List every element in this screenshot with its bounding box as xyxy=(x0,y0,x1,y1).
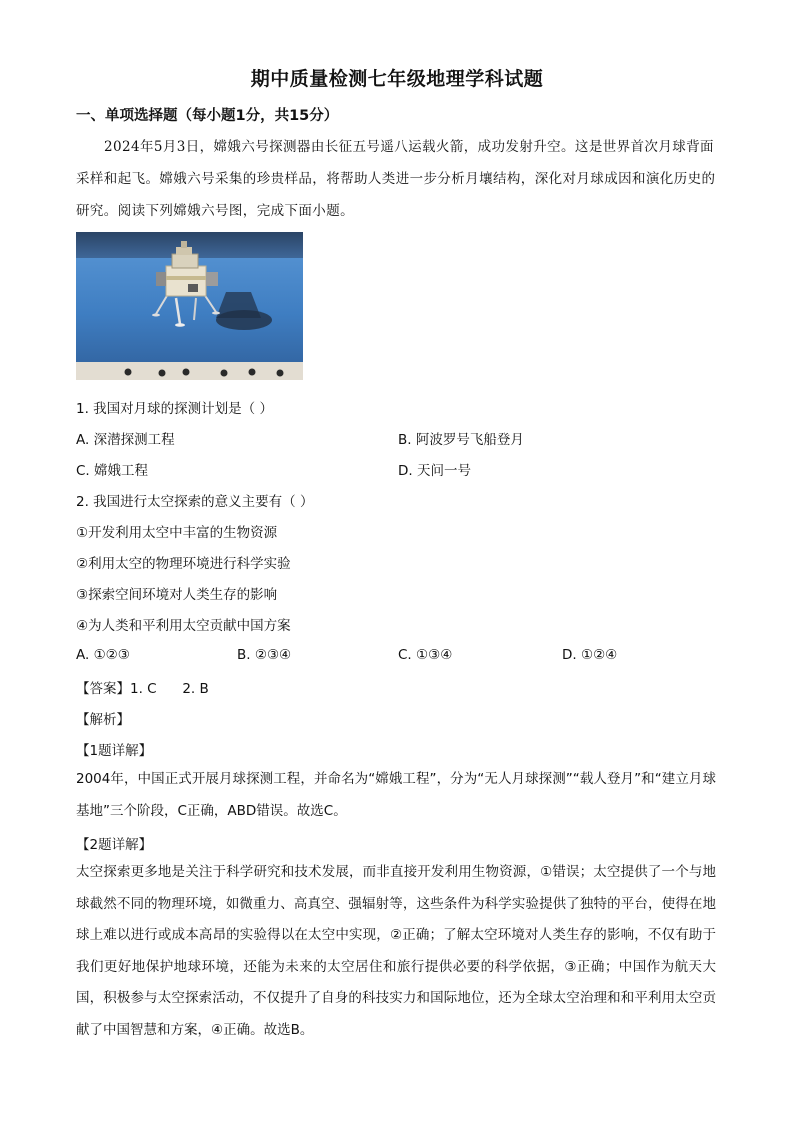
q1-option-b: B. 阿波罗号飞船登月 xyxy=(398,432,524,448)
q2-detail-text: 太空探索更多地是关注于科学研究和技术发展，而非直接开发利用生物资源，①错误；太空提供了一个与地球截然不同的物理环境，如微重力、高真空、强辐射等，这些条件为科学实验提供了独特的平台，使得在地球上难以进行或成本高昂的实验得以在太空中实现，②正确；了解太空环境对人类生存的影响，不仅有助于我们更好地保护地球环境，还能为未来的太空居住和旅行提供必要的科学依据，③正确；中国作为航天大国，积极参与太空探索活动，不仅提升了自身的科技实力和国际地位，还为全球太空治理和和平利用太空贡献了中国智慧和方案，④正确。故选B。 xyxy=(76,864,716,1038)
section-heading: 一、单项选择题（每小题1分，共15分） xyxy=(76,108,339,124)
question-2-stem: 2. 我国进行太空探索的意义主要有（ ） xyxy=(76,494,314,510)
question-1-stem: 1. 我国对月球的探测计划是（ ） xyxy=(76,401,273,417)
q2-option-b: B. ②③④ xyxy=(237,647,292,663)
q2-statement: ④为人类和平利用太空贡献中国方案 xyxy=(76,618,291,634)
q2-option-d: D. ①②④ xyxy=(562,647,618,663)
q1-option-a: A. 深潜探测工程 xyxy=(76,432,175,448)
q1-option-d: D. 天问一号 xyxy=(398,463,471,479)
q2-option-a: A. ①②③ xyxy=(76,647,130,663)
q1-option-c: C. 嫦娥工程 xyxy=(76,463,149,479)
q2-detail-label: 【2题详解】 xyxy=(76,837,153,853)
q1-detail-label: 【1题详解】 xyxy=(76,743,153,759)
q1-detail-text: 2004年，中国正式开展月球探测工程，并命名为“嫦娥工程”，分为“无人月球探测”“载人登月”和“建立月球基地”三个阶段，C正确，ABD错误。故选C。 xyxy=(76,771,716,819)
analysis-label: 【解析】 xyxy=(76,712,130,728)
q2-statement: ③探索空间环境对人类生存的影响 xyxy=(76,587,278,603)
intro-paragraph: 2024年5月3日，嫦娥六号探测器由长征五号遥八运载火箭，成功发射升空。这是世界首次月球背面采样和起飞。嫦娥六号采集的珍贵样品，将帮助人类进一步分析月壤结构，深化对月球成因和演化历史的研究。阅读下列嫦娥六号图，完成下面小题。 xyxy=(76,139,716,219)
page-title: 期中质量检测七年级地理学科试题 xyxy=(250,68,544,90)
answer-line: 【答案】1. C 2. B xyxy=(76,681,209,697)
q2-statement: ①开发利用太空中丰富的生物资源 xyxy=(76,525,278,541)
q2-statement: ②利用太空的物理环境进行科学实验 xyxy=(76,556,291,572)
chang-e-6-lander-photo xyxy=(76,232,303,380)
q2-option-c: C. ①③④ xyxy=(398,647,453,663)
